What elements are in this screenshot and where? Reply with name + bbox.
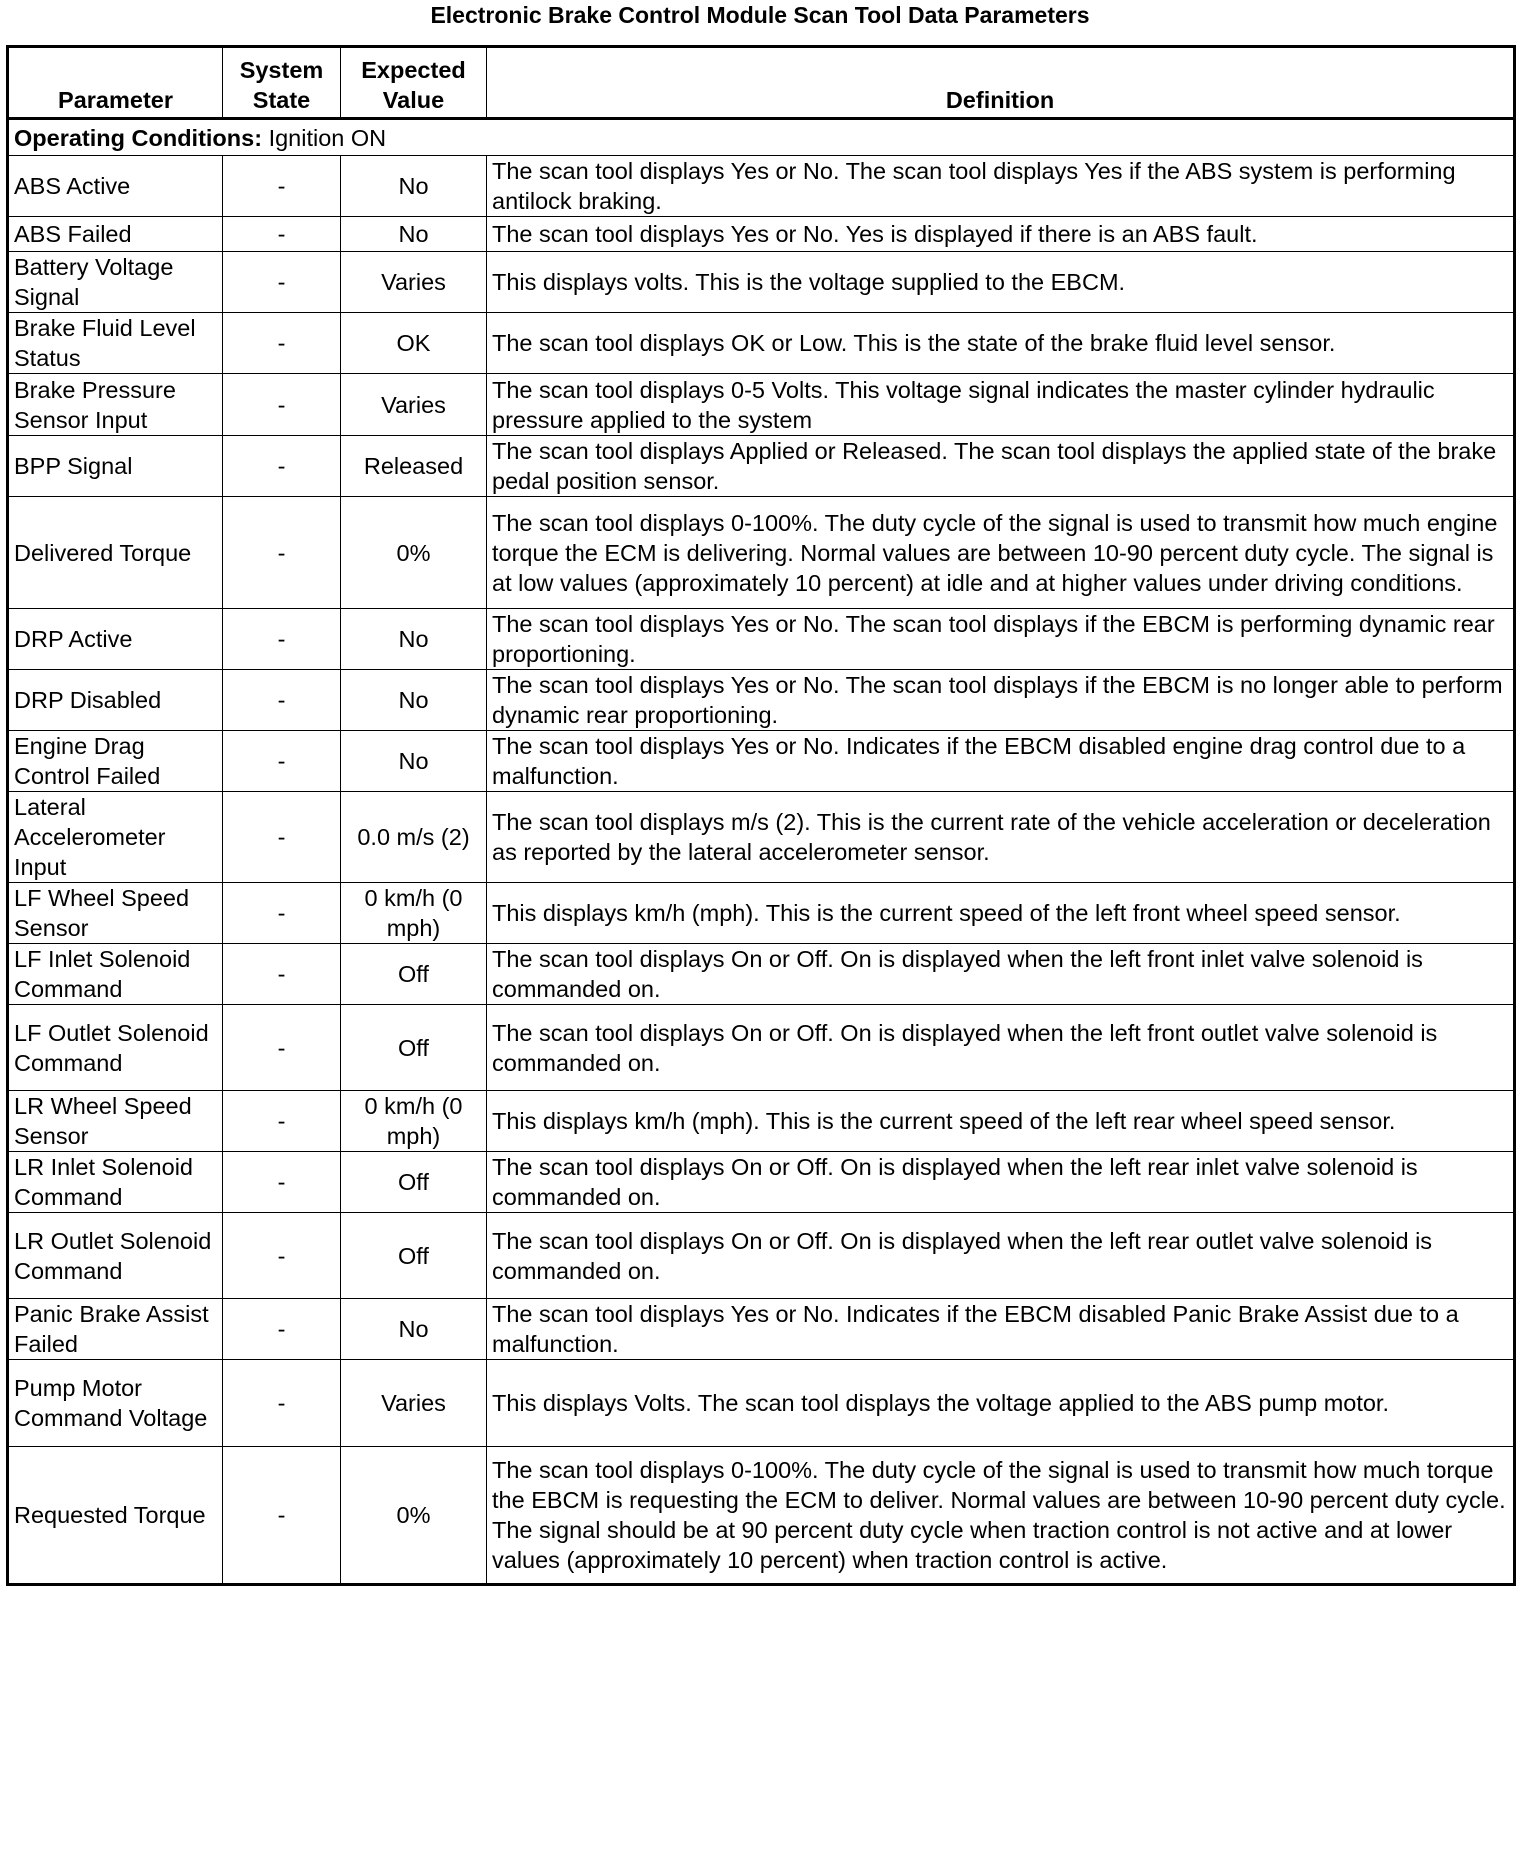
system-state-cell: -: [223, 313, 341, 374]
parameter-cell: LF Wheel Speed Sensor: [8, 883, 223, 944]
definition-cell: The scan tool displays OK or Low. This is the state of the brake fluid level sensor.: [487, 313, 1515, 374]
table-row: [8, 374, 1515, 436]
definition-cell: The scan tool displays On or Off. On is displayed when the left rear inlet valve solenoid is commanded on.: [487, 1152, 1515, 1213]
expected-value-cell: Off: [341, 944, 487, 1005]
expected-value-cell: No: [341, 217, 487, 252]
system-state-cell: -: [223, 944, 341, 1005]
parameter-cell: Brake Pressure Sensor Input: [8, 374, 223, 436]
table-row: [8, 1213, 1515, 1299]
operating-conditions-value: Ignition ON: [262, 124, 387, 151]
expected-value-cell: Released: [341, 436, 487, 497]
table-row: [8, 883, 1515, 944]
parameter-cell: LF Outlet Solenoid Command: [8, 1005, 223, 1091]
expected-value-cell: No: [341, 670, 487, 731]
operating-conditions-label: Operating Conditions:: [14, 124, 263, 151]
table-row: [8, 731, 1515, 792]
expected-value-cell: OK: [341, 313, 487, 374]
parameter-cell: LR Outlet Solenoid Command: [8, 1213, 223, 1299]
expected-value-cell: No: [341, 731, 487, 792]
system-state-cell: -: [223, 156, 341, 217]
table-row: [8, 1091, 1515, 1152]
table-row: [8, 497, 1515, 609]
definition-cell: This displays volts. This is the voltage supplied to the EBCM.: [487, 252, 1515, 313]
system-state-cell: -: [223, 731, 341, 792]
parameter-cell: ABS Failed: [8, 217, 223, 252]
page-title: Electronic Brake Control Module Scan Tool Data Parameters: [430, 2, 1090, 28]
parameter-cell: BPP Signal: [8, 436, 223, 497]
system-state-cell: -: [223, 252, 341, 313]
expected-value-cell: No: [341, 156, 487, 217]
table-row: [8, 1299, 1515, 1360]
parameter-cell: LF Inlet Solenoid Command: [8, 944, 223, 1005]
parameter-cell: Requested Torque: [8, 1447, 223, 1585]
table-row: [8, 1152, 1515, 1213]
expected-value-cell: Off: [341, 1152, 487, 1213]
table-row: [8, 156, 1515, 217]
definition-cell: The scan tool displays Yes or No. Indicates if the EBCM disabled Panic Brake Assist due to a malfunction.: [487, 1299, 1515, 1360]
table-row: [8, 313, 1515, 374]
table-row: [8, 1005, 1515, 1091]
parameter-cell: Pump Motor Command Voltage: [8, 1360, 223, 1447]
system-state-cell: -: [223, 792, 341, 883]
expected-value-cell: Varies: [341, 374, 487, 436]
expected-value-cell: No: [341, 1299, 487, 1360]
table-row: [8, 252, 1515, 313]
definition-cell: The scan tool displays Yes or No. The scan tool displays Yes if the ABS system is performing antilock braking.: [487, 156, 1515, 217]
definition-cell: The scan tool displays On or Off. On is displayed when the left front inlet valve solenoid is commanded on.: [487, 944, 1515, 1005]
definition-cell: The scan tool displays On or Off. On is displayed when the left front outlet valve solenoid is commanded on.: [487, 1005, 1515, 1091]
system-state-cell: -: [223, 1152, 341, 1213]
parameter-cell: Engine Drag Control Failed: [8, 731, 223, 792]
table-row: [8, 944, 1515, 1005]
system-state-cell: -: [223, 609, 341, 670]
system-state-cell: -: [223, 1360, 341, 1447]
parameters-table: [6, 45, 1516, 1586]
column-header-parameter: Parameter: [8, 47, 223, 119]
table-row: [8, 609, 1515, 670]
definition-cell: The scan tool displays m/s (2). This is the current rate of the vehicle acceleration or deceleration as reported by the lateral accelerometer sensor.: [487, 792, 1515, 883]
table-row: [8, 436, 1515, 497]
system-state-cell: -: [223, 1447, 341, 1585]
parameter-cell: DRP Active: [8, 609, 223, 670]
definition-cell: This displays km/h (mph). This is the current speed of the left rear wheel speed sensor.: [487, 1091, 1515, 1152]
expected-value-cell: 0%: [341, 1447, 487, 1585]
expected-value-cell: Varies: [341, 1360, 487, 1447]
system-state-cell: -: [223, 1091, 341, 1152]
system-state-cell: -: [223, 1213, 341, 1299]
expected-value-cell: Varies: [341, 252, 487, 313]
expected-value-cell: Off: [341, 1005, 487, 1091]
system-state-cell: -: [223, 374, 341, 436]
definition-cell: This displays km/h (mph). This is the current speed of the left front wheel speed sensor.: [487, 883, 1515, 944]
definition-cell: The scan tool displays 0-100%. The duty cycle of the signal is used to transmit how much engine torque the ECM is delivering. Normal values are between 10-90 percent duty cycle. The signal is at low values (approximately 10 percent) at idle and at higher values under driving conditions.: [487, 497, 1515, 609]
table-row: [8, 670, 1515, 731]
system-state-cell: -: [223, 670, 341, 731]
system-state-cell: -: [223, 217, 341, 252]
definition-cell: The scan tool displays 0-5 Volts. This voltage signal indicates the master cylinder hydraulic pressure applied to the system: [487, 374, 1515, 436]
system-state-cell: -: [223, 1005, 341, 1091]
operating-conditions-row: [8, 119, 1515, 156]
expected-value-cell: 0 km/h (0 mph): [341, 1091, 487, 1152]
expected-value-cell: 0 km/h (0 mph): [341, 883, 487, 944]
definition-cell: The scan tool displays Applied or Released. The scan tool displays the applied state of the brake pedal position sensor.: [487, 436, 1515, 497]
definition-cell: The scan tool displays On or Off. On is displayed when the left rear outlet valve solenoid is commanded on.: [487, 1213, 1515, 1299]
parameter-cell: LR Inlet Solenoid Command: [8, 1152, 223, 1213]
parameter-cell: Battery Voltage Signal: [8, 252, 223, 313]
definition-cell: This displays Volts. The scan tool displays the voltage applied to the ABS pump motor.: [487, 1360, 1515, 1447]
column-header-expected-value: Expected Value: [341, 47, 487, 119]
table-row: [8, 1360, 1515, 1447]
parameter-cell: Lateral Accelerometer Input: [8, 792, 223, 883]
parameter-cell: ABS Active: [8, 156, 223, 217]
expected-value-cell: No: [341, 609, 487, 670]
expected-value-cell: Off: [341, 1213, 487, 1299]
expected-value-cell: 0%: [341, 497, 487, 609]
table-row: [8, 217, 1515, 252]
table-row: [8, 792, 1515, 883]
parameter-cell: LR Wheel Speed Sensor: [8, 1091, 223, 1152]
expected-value-cell: 0.0 m/s (2): [341, 792, 487, 883]
parameter-cell: Delivered Torque: [8, 497, 223, 609]
system-state-cell: -: [223, 497, 341, 609]
operating-conditions-cell: [8, 119, 1515, 156]
definition-cell: The scan tool displays Yes or No. The scan tool displays if the EBCM is performing dynamic rear proportioning.: [487, 609, 1515, 670]
parameter-cell: Brake Fluid Level Status: [8, 313, 223, 374]
system-state-cell: -: [223, 436, 341, 497]
column-header-definition: Definition: [487, 47, 1515, 119]
definition-cell: The scan tool displays Yes or No. Indicates if the EBCM disabled engine drag control due to a malfunction.: [487, 731, 1515, 792]
system-state-cell: -: [223, 883, 341, 944]
definition-cell: The scan tool displays Yes or No. Yes is displayed if there is an ABS fault.: [487, 217, 1515, 252]
table-row: [8, 1447, 1515, 1585]
definition-cell: The scan tool displays 0-100%. The duty cycle of the signal is used to transmit how much torque the EBCM is requesting the ECM to deliver. Normal values are between 10-90 percent duty cycle. The signal should be at 90 percent duty cycle when traction control is not active and at lower values (approximately 10 percent) when traction control is active.: [487, 1447, 1515, 1585]
table-header-row: [8, 47, 1515, 119]
parameter-cell: DRP Disabled: [8, 670, 223, 731]
definition-cell: The scan tool displays Yes or No. The scan tool displays if the EBCM is no longer able to perform dynamic rear proportioning.: [487, 670, 1515, 731]
system-state-cell: -: [223, 1299, 341, 1360]
parameter-cell: Panic Brake Assist Failed: [8, 1299, 223, 1360]
column-header-system-state: System State: [223, 47, 341, 119]
